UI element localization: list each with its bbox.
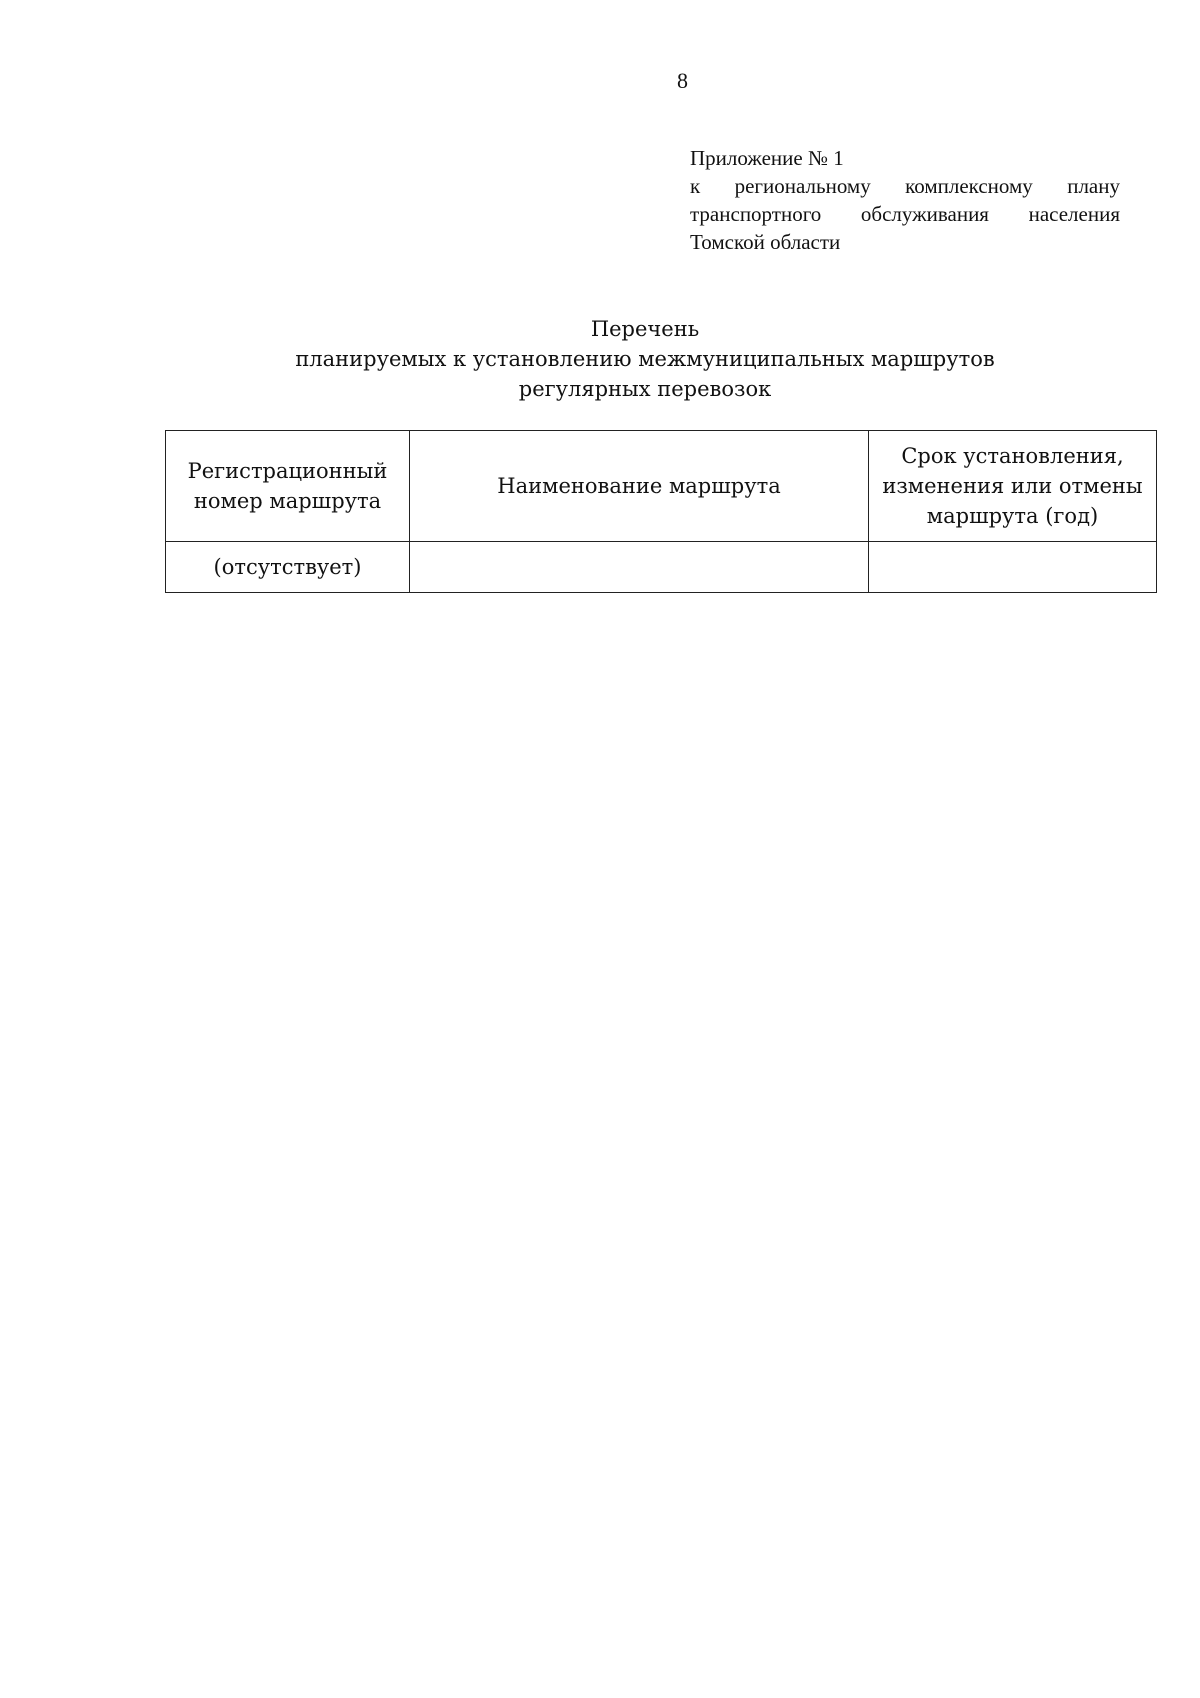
- appendix-header: [690, 144, 1120, 256]
- table-row: [166, 542, 1157, 593]
- appendix-line-3: транспортного обслуживания населения: [690, 202, 1120, 226]
- cell-route-name: [410, 542, 869, 593]
- header-route-name: Наименование маршрута: [410, 431, 869, 542]
- title-line-1: Перечень: [590, 317, 700, 341]
- appendix-line-1: Приложение № 1: [690, 146, 844, 170]
- cell-route-term: [869, 542, 1157, 593]
- document-title: [150, 314, 1140, 404]
- header-registration-number: Регистрационный номер маршрута: [166, 431, 410, 542]
- appendix-line-4: Томской области: [690, 230, 841, 254]
- page-number: 8: [677, 68, 688, 93]
- routes-table: [165, 430, 1157, 593]
- table-header-row: [166, 431, 1157, 542]
- title-line-2: планируемых к установлению межмуниципальных маршрутов: [295, 347, 995, 371]
- appendix-line-2: к региональному комплексному плану: [690, 174, 1120, 198]
- title-line-3: регулярных перевозок: [518, 377, 772, 401]
- header-route-term: Срок установления, изменения или отмены маршрута (год): [869, 431, 1157, 542]
- cell-registration-number: (отсутствует): [166, 542, 410, 593]
